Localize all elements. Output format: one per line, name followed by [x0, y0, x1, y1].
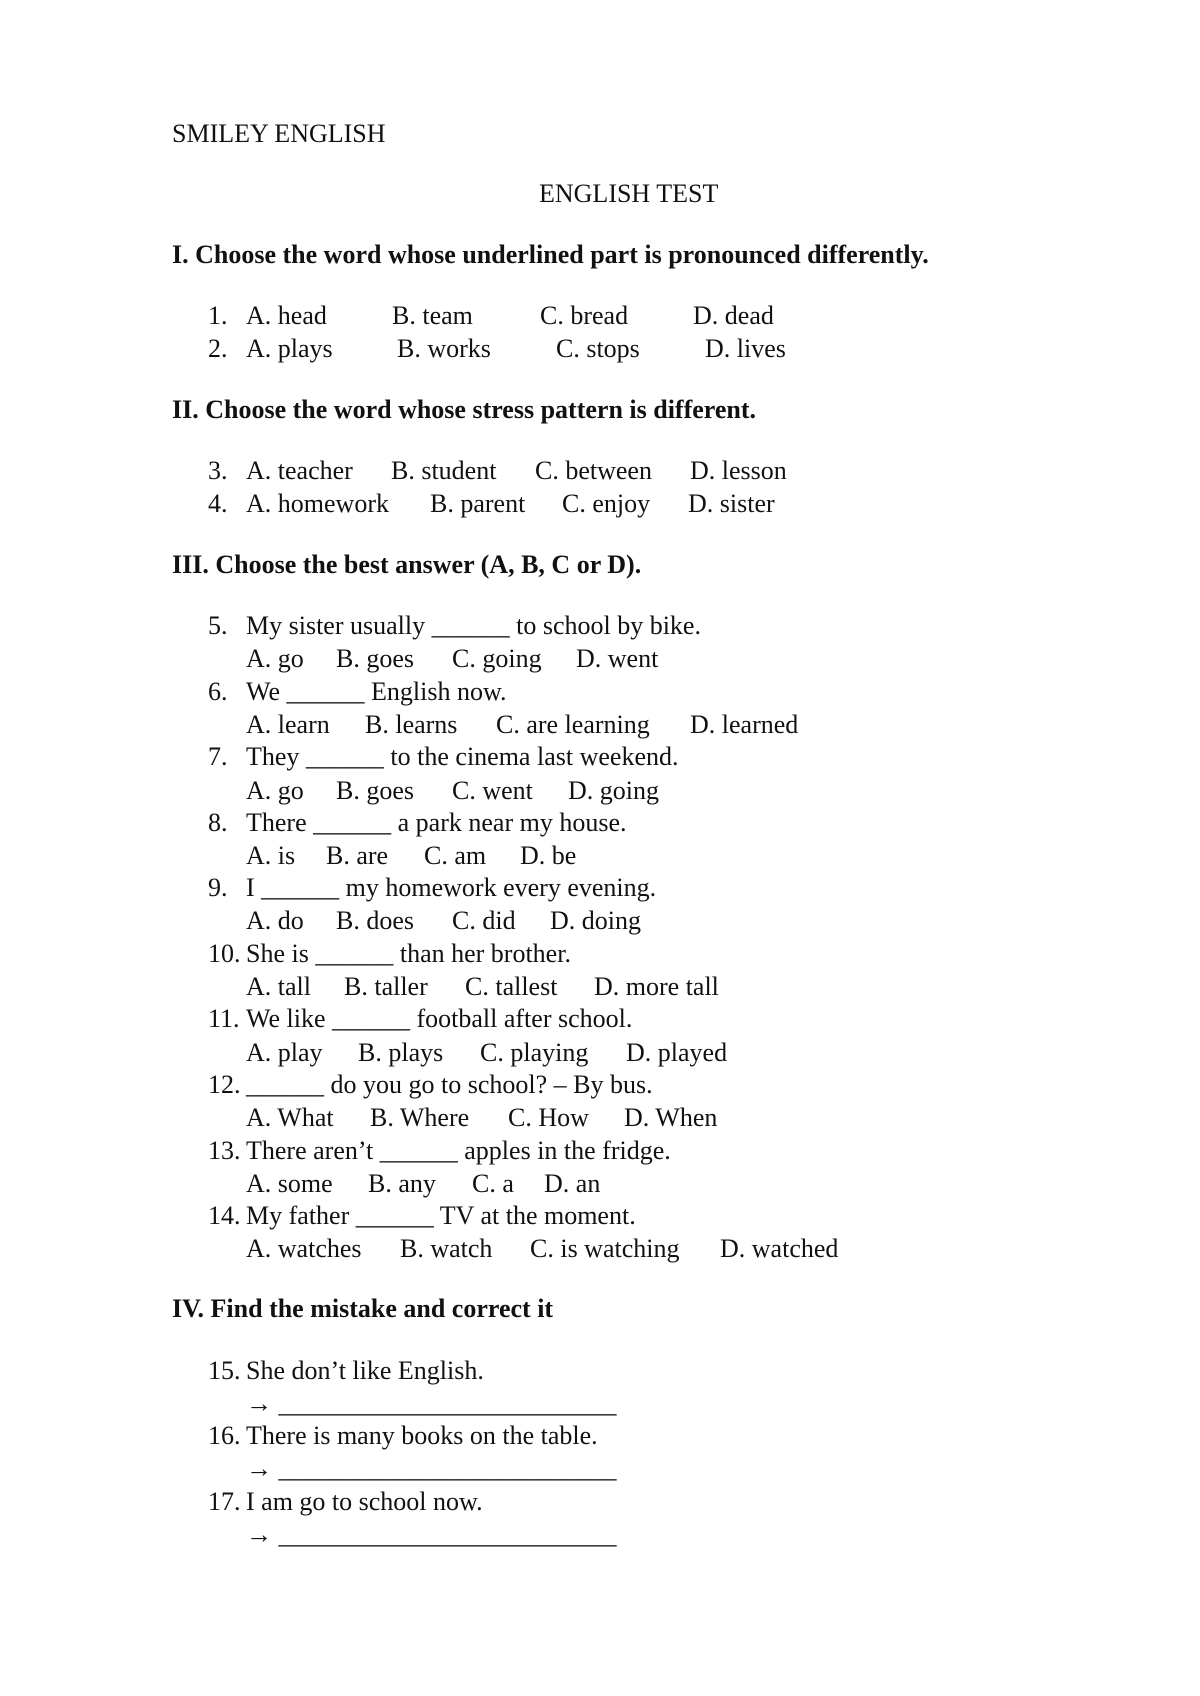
option-c: C. are learning	[496, 710, 650, 739]
question-stem: My sister usually ______ to school by bike.	[246, 611, 701, 640]
option-c: C. between	[535, 456, 652, 485]
option-c: C. enjoy	[562, 489, 651, 518]
question-number: 14.	[208, 1201, 241, 1230]
question-stem: ______ do you go to school? – By bus.	[246, 1070, 653, 1099]
option-a: A. do	[246, 906, 304, 935]
option-d: D. an	[544, 1169, 601, 1198]
option-c: C. stops	[556, 334, 640, 363]
option-b: B. Where	[370, 1103, 470, 1132]
question-number: 10.	[208, 939, 241, 968]
option-a: A. tall	[246, 972, 311, 1001]
answer-line[interactable]: → __________________________	[246, 1520, 617, 1549]
option-a: A. head	[246, 301, 327, 330]
question-number: 13.	[208, 1136, 241, 1165]
question-stem: We like ______ football after school.	[246, 1004, 633, 1033]
option-a: A. go	[246, 776, 304, 805]
option-d: D. going	[568, 776, 659, 805]
question-number: 16.	[208, 1421, 241, 1450]
option-d: D. played	[626, 1038, 728, 1067]
option-c: C. tallest	[465, 972, 558, 1001]
option-b: B. plays	[358, 1038, 444, 1067]
option-a: A. play	[246, 1038, 323, 1067]
option-a: A. learn	[246, 710, 330, 739]
option-a: A. plays	[246, 334, 333, 363]
option-b: B. does	[336, 906, 414, 935]
option-a: A. teacher	[246, 456, 353, 485]
option-b: B. any	[368, 1169, 436, 1198]
option-b: B. taller	[344, 972, 428, 1001]
option-b: B. are	[326, 841, 389, 870]
section-3-heading: III. Choose the best answer (A, B, C or D).	[172, 550, 642, 579]
question-number: 4.	[208, 489, 228, 518]
option-d: D. learned	[690, 710, 799, 739]
question-stem: They ______ to the cinema last weekend.	[246, 742, 679, 771]
question-number: 3.	[208, 456, 228, 485]
question-stem: I am go to school now.	[246, 1487, 483, 1516]
section-2-heading: II. Choose the word whose stress pattern is different.	[172, 395, 757, 424]
question-number: 7.	[208, 742, 228, 771]
option-b: B. student	[391, 456, 497, 485]
question-stem: There is many books on the table.	[246, 1421, 598, 1450]
question-number: 12.	[208, 1070, 241, 1099]
option-c: C. am	[424, 841, 487, 870]
page-title: ENGLISH TEST	[539, 179, 719, 208]
option-c: C. bread	[540, 301, 629, 330]
option-a: A. watches	[246, 1234, 362, 1263]
option-c: C. is watching	[530, 1234, 680, 1263]
question-number: 9.	[208, 873, 228, 902]
question-stem: There ______ a park near my house.	[246, 808, 627, 837]
option-d: D. doing	[550, 906, 641, 935]
option-d: D. watched	[720, 1234, 839, 1263]
option-c: C. went	[452, 776, 533, 805]
option-d: D. more tall	[594, 972, 719, 1001]
option-a: A. is	[246, 841, 296, 870]
question-number: 1.	[208, 301, 228, 330]
section-1-heading: I. Choose the word whose underlined part is pronounced differently.	[172, 240, 929, 269]
option-b: B. learns	[365, 710, 458, 739]
question-stem: There aren’t ______ apples in the fridge.	[246, 1136, 671, 1165]
question-stem: She don’t like English.	[246, 1356, 484, 1385]
option-d: D. be	[520, 841, 577, 870]
question-number: 8.	[208, 808, 228, 837]
section-4-heading: IV. Find the mistake and correct it	[172, 1294, 554, 1323]
option-d: D. When	[624, 1103, 718, 1132]
option-c: C. playing	[480, 1038, 589, 1067]
option-b: B. parent	[430, 489, 526, 518]
option-b: B. works	[397, 334, 491, 363]
option-c: C. going	[452, 644, 542, 673]
option-b: B. goes	[336, 776, 414, 805]
school-name: SMILEY ENGLISH	[172, 119, 386, 148]
question-stem: We ______ English now.	[246, 677, 507, 706]
question-number: 2.	[208, 334, 228, 363]
option-d: D. lives	[705, 334, 786, 363]
option-a: A. some	[246, 1169, 333, 1198]
question-stem: She is ______ than her brother.	[246, 939, 571, 968]
question-stem: My father ______ TV at the moment.	[246, 1201, 636, 1230]
question-number: 6.	[208, 677, 228, 706]
answer-line[interactable]: → __________________________	[246, 1454, 617, 1483]
answer-line[interactable]: → __________________________	[246, 1389, 617, 1418]
option-a: A. homework	[246, 489, 389, 518]
question-number: 17.	[208, 1487, 241, 1516]
option-b: B. team	[392, 301, 473, 330]
question-number: 5.	[208, 611, 228, 640]
question-stem: I ______ my homework every evening.	[246, 873, 657, 902]
option-c: C. How	[508, 1103, 589, 1132]
option-c: C. did	[452, 906, 516, 935]
option-c: C. a	[472, 1169, 514, 1198]
question-number: 15.	[208, 1356, 241, 1385]
option-d: D. lesson	[690, 456, 787, 485]
option-a: A. go	[246, 644, 304, 673]
option-b: B. watch	[400, 1234, 493, 1263]
option-d: D. sister	[688, 489, 775, 518]
option-a: A. What	[246, 1103, 334, 1132]
option-d: D. dead	[693, 301, 774, 330]
option-d: D. went	[576, 644, 659, 673]
question-number: 11.	[208, 1004, 240, 1033]
option-b: B. goes	[336, 644, 414, 673]
